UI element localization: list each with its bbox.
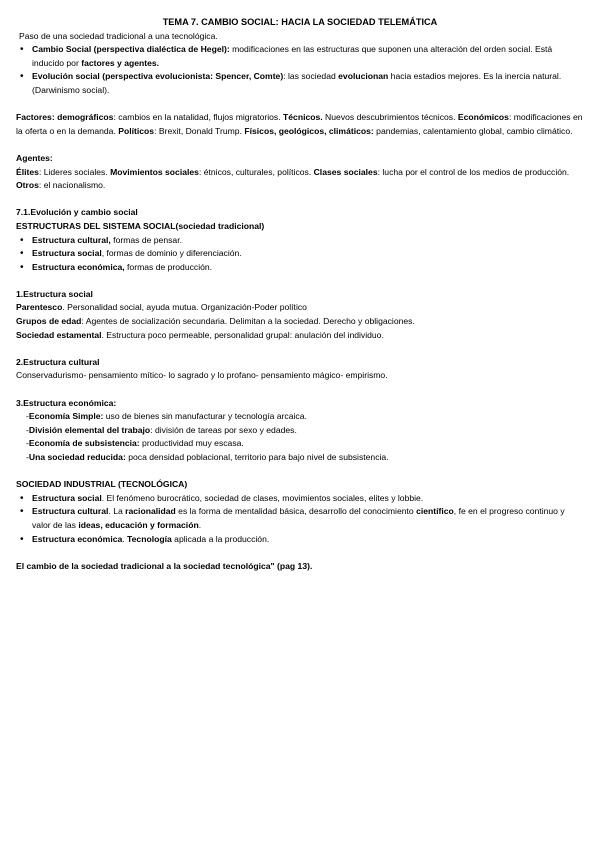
cultural-text: Conservadurismo- pensamiento mítico- lo sagrado y lo profano- pensamiento mágico- empirismo. — [16, 370, 388, 381]
estructuras-heading: ESTRUCTURAS DEL SISTEMA SOCIAL(sociedad tradicional) — [16, 220, 265, 231]
social-line: Grupos de edad: Agentes de socialización secundaria. Delimitan a la sociedad. Derecho y obligaciones. — [16, 316, 415, 327]
page-title: TEMA 7. CAMBIO SOCIAL: HACIA LA SOCIEDAD TELEMÁTICA — [162, 17, 438, 27]
estructura-social-heading: 1.Estructura social — [16, 288, 93, 299]
sociedad-industrial-heading: SOCIEDAD INDUSTRIAL (TECNOLÓGICA) — [16, 479, 188, 490]
list-item: • Evolución social (perspectiva evolucionista: Spencer, Comte): las sociedad evolucionan hacia estadios mejores. Es la inercia natural. (Darwinismo social). — [32, 70, 584, 97]
agentes-paragraph: Élites: Lideres sociales. Movimientos sociales: étnicos, culturales, políticos. Clases sociales: lucha por el control de los medios de producción. Otros: el nacionalismo. — [16, 166, 570, 191]
factores-paragraph: Factores: demográficos: cambios en la natalidad, flujos migratorios. Técnicos. Nuevos descubrimientos técnicos. Económicos: modificaciones en la oferta o en la demanda. Políticos: Brexit, Donald Trump. Físicos, geológicos, climáticos: pandemias, calentamiento global, cambio climático. — [16, 112, 583, 136]
economica-line: -División elemental del trabajo: división de tareas por sexo y edades. — [26, 424, 297, 435]
list-item: • Estructura social, formas de dominio y diferenciación. — [32, 247, 584, 261]
list-item: • Estructura cultural. La racionalidad es la forma de mentalidad básica, desarrollo del conocimiento científico, fe en el progreso continuo y valor de las ideas, educación y formación. — [32, 505, 584, 532]
social-line: Parentesco. Personalidad social, ayuda mutua. Organización-Poder político — [16, 302, 307, 313]
social-line: Sociedad estamental. Estructura poco permeable, personalidad grupal: anulación del individuo. — [16, 329, 384, 340]
list-item: • Estructura económica. Tecnología aplicada a la producción. — [32, 533, 584, 547]
estructura-economica-heading: 3.Estructura económica: — [16, 397, 117, 408]
list-item: • Estructura cultural, formas de pensar. — [32, 234, 584, 248]
intro-text: Paso de una sociedad tradicional a una tecnológica. — [19, 30, 218, 41]
estructuras-list — [16, 234, 584, 275]
industrial-list — [16, 492, 584, 546]
section-7-1-heading: 7.1.Evolución y cambio social — [16, 207, 138, 218]
bullet-list-cambio — [16, 43, 584, 97]
economica-line: -Una sociedad reducida: poca densidad poblacional, territorio para bajo nivel de subsistencia. — [26, 452, 389, 462]
list-item: • Cambio Social (perspectiva dialéctica de Hegel): modificaciones en las estructuras que suponen una alteración del orden social. Está inducido por factores y agentes. — [32, 43, 584, 70]
list-item: • Estructura social. El fenómeno burocrático, sociedad de clases, movimientos sociales, elites y lobbie. — [32, 492, 584, 506]
economica-line: -Economía Simple: uso de bienes sin manufacturar y tecnología arcaica. — [26, 411, 307, 422]
agentes-heading: Agentes: — [16, 152, 53, 163]
closing-line: El cambio de la sociedad tradicional a la sociedad tecnológica" (pag 13). — [16, 560, 313, 571]
list-item: • Estructura económica, formas de producción. — [32, 261, 584, 275]
economica-line: -Economía de subsistencia: productividad muy escasa. — [26, 438, 244, 449]
estructura-cultural-heading: 2.Estructura cultural — [16, 356, 100, 367]
